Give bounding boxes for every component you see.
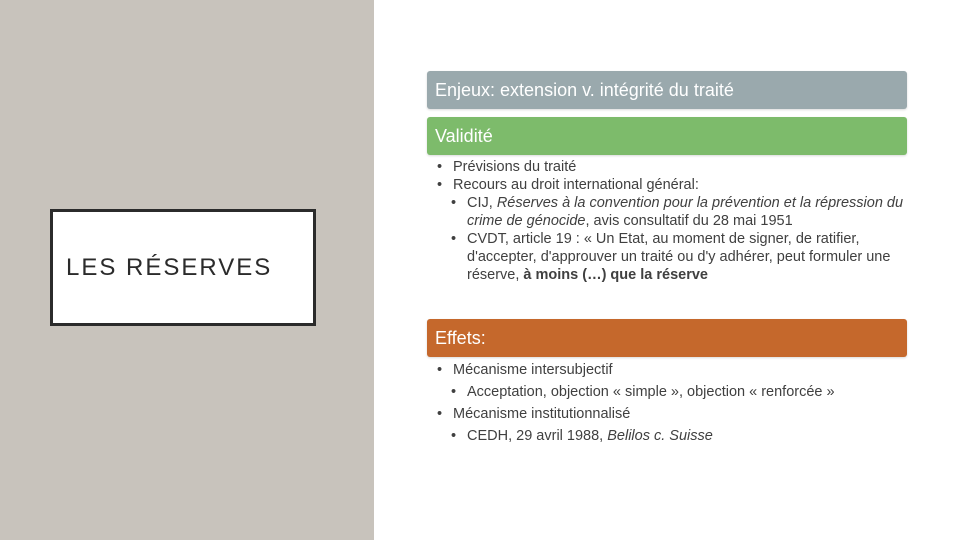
bullet-dot: • <box>437 177 443 193</box>
cij-prefix: CIJ, <box>467 195 497 211</box>
cvdt-bold-text: à moins (…) que la réserve <box>523 267 708 283</box>
validite-bullet-list <box>437 158 907 318</box>
bullet-dot: • <box>451 195 457 211</box>
bullet-text: Recours au droit international général: <box>453 177 699 193</box>
cij-suffix: , avis consultatif du 28 mai 1951 <box>585 213 793 229</box>
list-item <box>437 230 907 284</box>
validite-header-bar <box>427 117 907 155</box>
bullet-text: Prévisions du traité <box>453 159 577 175</box>
bullet-dot: • <box>451 428 457 444</box>
cvdt-reference <box>467 230 907 284</box>
bullet-dot: • <box>437 159 443 175</box>
bullet-text: Mécanisme intersubjectif <box>453 362 613 378</box>
list-item <box>437 176 907 194</box>
cij-reference <box>467 194 907 230</box>
cij-case-title: Réserves à la convention pour la prévention et la répression du crime de génocide <box>467 195 904 229</box>
effets-header-bar <box>427 319 907 357</box>
list-item <box>437 194 907 230</box>
cedh-case-title: Belilos c. Suisse <box>607 428 713 444</box>
effets-header-label: Effets: <box>435 327 486 348</box>
bullet-text: Acceptation, objection « simple », objection « renforcée » <box>467 384 835 400</box>
slide-title: LES RÉSERVES <box>66 253 273 281</box>
list-item <box>437 158 907 176</box>
enjeux-header-label: Enjeux: extension v. intégrité du traité <box>435 79 734 100</box>
validite-header-label: Validité <box>435 125 493 146</box>
list-item <box>437 383 907 401</box>
list-item <box>437 427 907 445</box>
title-box <box>50 209 316 326</box>
cvdt-text: CVDT, article 19 : « Un Etat, au moment de signer, de ratifier, d'accepter, d'approuver un traité ou d'y adhérer, peut formuler une réserve, <box>467 231 891 283</box>
enjeux-header-bar <box>427 71 907 109</box>
bullet-dot: • <box>451 384 457 400</box>
bullet-dot: • <box>451 231 457 247</box>
cedh-prefix: CEDH, 29 avril 1988, <box>467 428 608 444</box>
effets-bullet-list <box>437 361 907 445</box>
bullet-dot: • <box>437 362 443 378</box>
cedh-reference <box>467 427 907 445</box>
list-item <box>437 361 907 379</box>
list-item <box>437 405 907 423</box>
bullet-text: Mécanisme institutionnalisé <box>453 406 631 422</box>
bullet-dot: • <box>437 406 443 422</box>
